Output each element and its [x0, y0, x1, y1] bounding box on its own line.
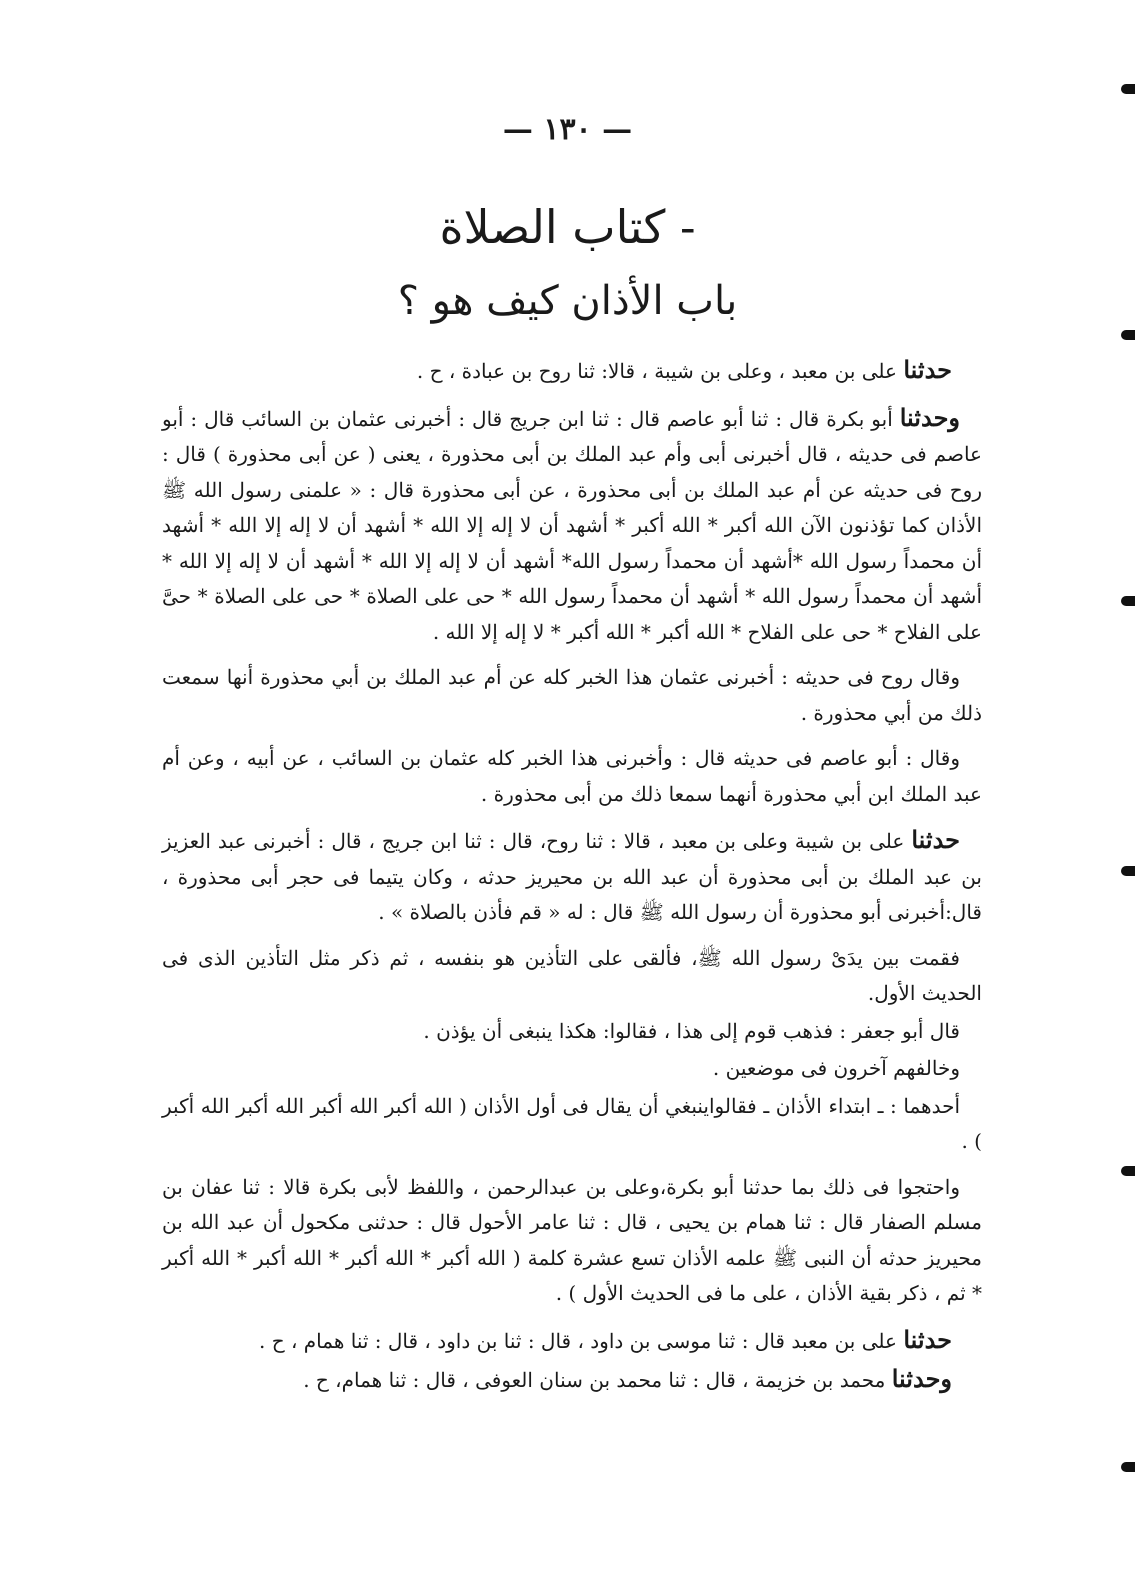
page-number: — ١٣٠ —	[502, 112, 633, 147]
binding-mark	[1121, 1166, 1135, 1176]
paragraph-text: على بن معبد قال : ثنا موسى بن داود ، قال : ثنا بن داود ، قال : ثنا همام ، ح .	[259, 1328, 904, 1353]
paragraph-text: وقال : أبو عاصم فى حديثه قال : وأخبرنى هذا الخبر كله عثمان بن السائب ، عن أبيه ، وعن أم عبد الملك ابن أبي محذورة أنهما سمعا ذلك من أبى محذورة .	[162, 746, 982, 806]
paragraph-5	[162, 822, 982, 931]
binding-mark	[1121, 866, 1135, 876]
paragraph-12	[162, 1361, 982, 1399]
paragraph-9	[162, 1089, 982, 1160]
chapter-title: باب الأذان كيف هو ؟	[397, 278, 738, 324]
paragraph-2	[162, 400, 982, 651]
binding-mark	[1121, 596, 1135, 606]
paragraph-text: وقال روح فى حديثه : أخبرنى عثمان هذا الخبر كله عن أم عبد الملك بن أبي محذورة أنها سمعت ذلك من أبي محذورة .	[162, 665, 982, 725]
paragraph-text: أبو بكرة قال : ثنا أبو عاصم قال : ثنا ابن جريج قال : أخبرنى عثمان بن السائب قال : أبو عاصم فى حديثه ، قال أخبرنى أبى وأم عبد الملك بن أبى محذورة ، يعنى ( عن أبى محذورة ) قال : روح فى حديثه عن أم عبد الملك بن أبى محذورة ، عن أبى محذورة قال : « علمنى رسول الله ﷺ الأذان كما تؤذنون الآن الله أكبر * الله أكبر * أشهد أن لا إله إلا الله * أشهد أن لا إله إلا الله * أشهد أن محمداً رسول الله *أشهد أن محمداً رسول الله* أشهد أن لا إله إلا الله * أشهد أن لا إله إلا الله * أشهد أن محمداً رسول الله * أشهد أن محمداً رسول الله * حى على الصلاة * حى على الصلاة * حىَّ على الفلاح * حى على الفلاح * الله أكبر * الله أكبر * لا إله إلا الله .	[162, 406, 982, 644]
paragraph-text: على بن شيبة وعلى بن معبد ، قالا : ثنا روح، قال : ثنا ابن جريج ، قال : أخبرنى عبد العزيز بن عبد الملك بن أبى محذورة أن عبد الله بن محيريز حدثه ، وكان يتيما فى حجر أبى محذورة ، قال:أخبرنى أبو محذورة أن رسول الله ﷺ قال : له « قم فأذن بالصلاة » .	[162, 829, 982, 924]
book-title: - كتاب الصلاة	[439, 200, 696, 254]
paragraph-7	[162, 1014, 982, 1050]
paragraph-text: وخالفهم آخرون فى موضعين .	[712, 1056, 960, 1080]
paragraph-11	[162, 1322, 982, 1360]
paragraph-text: أحدهما : ـ ابتداء الأذان ـ فقالواينبغي أن يقال فى أول الأذان ( الله أكبر الله أكبر الله أكبر الله أكبر ) .	[162, 1093, 982, 1153]
paragraph-3	[162, 660, 982, 731]
narration-lead: حدثنا	[903, 355, 952, 384]
paragraph-8	[162, 1051, 982, 1087]
paragraph-text: على بن معبد ، وعلى بن شيبة ، قالا: ثنا روح بن عبادة ، ح .	[416, 359, 904, 383]
narration-lead: وحدثنا	[891, 1364, 952, 1393]
paragraph-4	[162, 741, 982, 812]
paragraph-6	[162, 941, 982, 1012]
binding-mark	[1121, 330, 1135, 340]
paragraph-text: واحتجوا فى ذلك بما حدثنا أبو بكرة،وعلى بن عبدالرحمن ، واللفظ لأبى بكرة قالا : ثنا عفان بن مسلم الصفار قال : ثنا همام بن يحيى ، قال : ثنا عامر الأحول قال : حدثنى مكحول أن عبد الله بن محيريز حدثه أن النبى ﷺ علمه الأذان تسع عشرة كلمة ( الله أكبر * الله أكبر * الله أكبر * الله أكبر * ثم ، ذكر بقية الأذان ، على ما فى الحديث الأول ) .	[162, 1174, 983, 1305]
paragraph-1	[162, 352, 982, 390]
paragraph-text: قال أبو جعفر : فذهب قوم إلى هذا ، فقالوا: هكذا ينبغى أن يؤذن .	[423, 1018, 960, 1043]
narration-lead: حدثنا	[903, 1324, 952, 1354]
binding-mark	[1121, 1462, 1135, 1472]
paragraph-10	[162, 1170, 982, 1312]
binding-mark	[1121, 84, 1135, 94]
narration-lead: حدثنا	[911, 825, 960, 854]
body-text	[162, 352, 982, 1401]
paragraph-text: فقمت بين يدَىْ رسول الله ﷺ، فألقى على التأذين هو بنفسه ، ثم ذكر مثل التأذين الذى فى الحديث الأول.	[162, 945, 982, 1005]
narration-lead: وحدثنا	[899, 402, 960, 432]
paragraph-text: محمد بن خزيمة ، قال : ثنا محمد بن سنان العوفى ، قال : ثنا همام، ح .	[303, 1368, 892, 1392]
